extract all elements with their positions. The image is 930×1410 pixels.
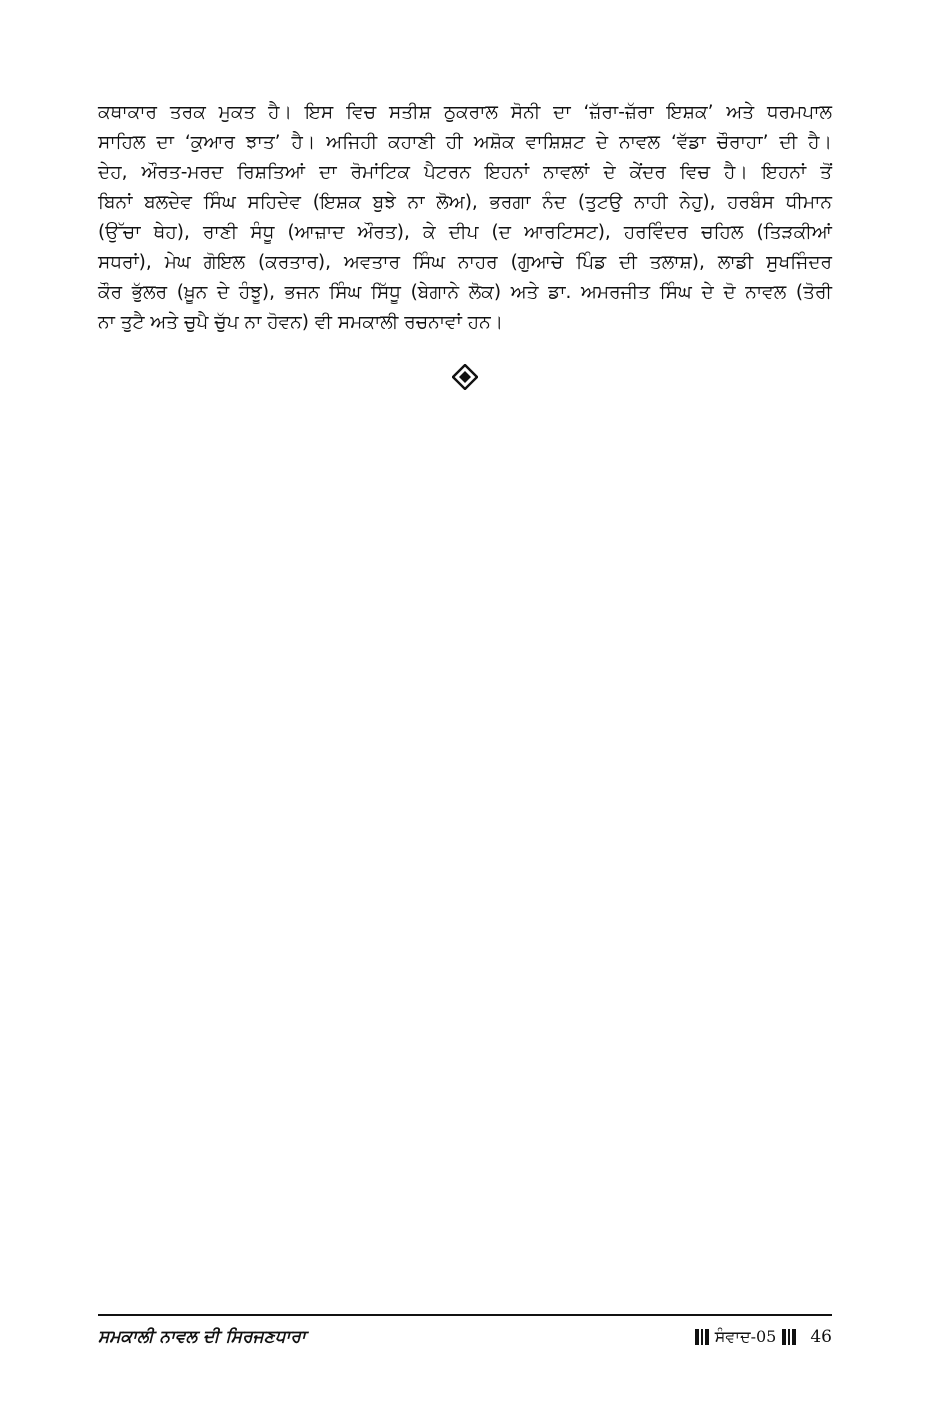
barcode-bars-icon	[782, 1329, 796, 1345]
body-line: ਦੇਹ, ਔਰਤ-ਮਰਦ ਰਿਸ਼ਤਿਆਂ ਦਾ ਰੋਮਾਂਟਿਕ ਪੈਟਰਨ ਇਹਨਾਂ ਨਾਵਲਾਂ ਦੇ ਕੇਂਦਰ ਵਿਚ ਹੈ। ਇਹਨਾਂ ਤੋਂ	[98, 162, 832, 183]
barcode-bars-icon	[695, 1329, 709, 1345]
body-line: ਸਾਹਿਲ ਦਾ ‘ਕੁਆਰ ਝਾਤ’ ਹੈ। ਅਜਿਹੀ ਕਹਾਣੀ ਹੀ ਅਸ਼ੋਕ ਵਾਸ਼ਿਸ਼ਟ ਦੇ ਨਾਵਲ ‘ਵੱਡਾ ਚੌਰਾਹਾ’ ਦੀ ਹੈ।	[98, 132, 832, 153]
diamond-ornament-icon	[452, 364, 478, 390]
body-text	[98, 98, 832, 338]
body-line: ਸਧਰਾਂ), ਮੇਘ ਗੋਇਲ (ਕਰਤਾਰ), ਅਵਤਾਰ ਸਿੰਘ ਨਾਹਰ (ਗੁਆਚੇ ਪਿੰਡ ਦੀ ਤਲਾਸ਼), ਲਾਡੀ ਸੁਖਜਿੰਦਰ	[98, 252, 832, 273]
body-line: (ਉੱਚਾ ਥੇਹ), ਰਾਣੀ ਸੰਧੂ (ਆਜ਼ਾਦ ਔਰਤ), ਕੇ ਦੀਪ (ਦ ਆਰਟਿਸਟ), ਹਰਵਿੰਦਰ ਚਹਿਲ (ਤਿੜਕੀਆਂ	[98, 222, 832, 243]
page-number: 46	[810, 1327, 832, 1347]
footer-rule	[98, 1314, 832, 1316]
body-line: ਕਥਾਕਾਰ ਤਰਕ ਮੁਕਤ ਹੈ। ਇਸ ਵਿਚ ਸਤੀਸ਼ ਠੁਕਰਾਲ ਸੋਨੀ ਦਾ ‘ਜ਼ੱਰਾ-ਜ਼ੱਰਾ ਇਸ਼ਕ’ ਅਤੇ ਧਰਮਪਾਲ	[98, 102, 832, 123]
body-line: ਕੌਰ ਭੁੱਲਰ (ਖ਼ੂਨ ਦੇ ਹੰਝੂ), ਭਜਨ ਸਿੰਘ ਸਿੱਧੂ (ਬੇਗਾਨੇ ਲੋਕ) ਅਤੇ ਡਾ. ਅਮਰਜੀਤ ਸਿੰਘ ਦੇ ਦੋ ਨਾਵਲ (ਤੋਰੀ	[98, 282, 832, 303]
footer-journal-info	[695, 1324, 832, 1350]
body-line: ਬਿਨਾਂ ਬਲਦੇਵ ਸਿੰਘ ਸਹਿਦੇਵ (ਇਸ਼ਕ ਬੁਝੇ ਨਾ ਲੋਅ), ਭਰਗਾ ਨੰਦ (ਤੁਟਉ ਨਾਹੀ ਨੇਹੁ), ਹਰਬੰਸ ਧੀਮਾਨ	[98, 192, 832, 213]
body-line: ਨਾ ਤੁਟੈ ਅਤੇ ਚੁਪੈ ਚੁੱਪ ਨਾ ਹੋਵਨ) ਵੀ ਸਮਕਾਲੀ ਰਚਨਾਵਾਂ ਹਨ।	[98, 312, 504, 333]
journal-name: ਸੰਵਾਦ-05	[714, 1327, 777, 1346]
running-title: ਸਮਕਾਲੀ ਨਾਵਲ ਦੀ ਸਿਰਜਣਧਾਰਾ	[98, 1327, 306, 1347]
page-footer	[98, 1322, 832, 1352]
